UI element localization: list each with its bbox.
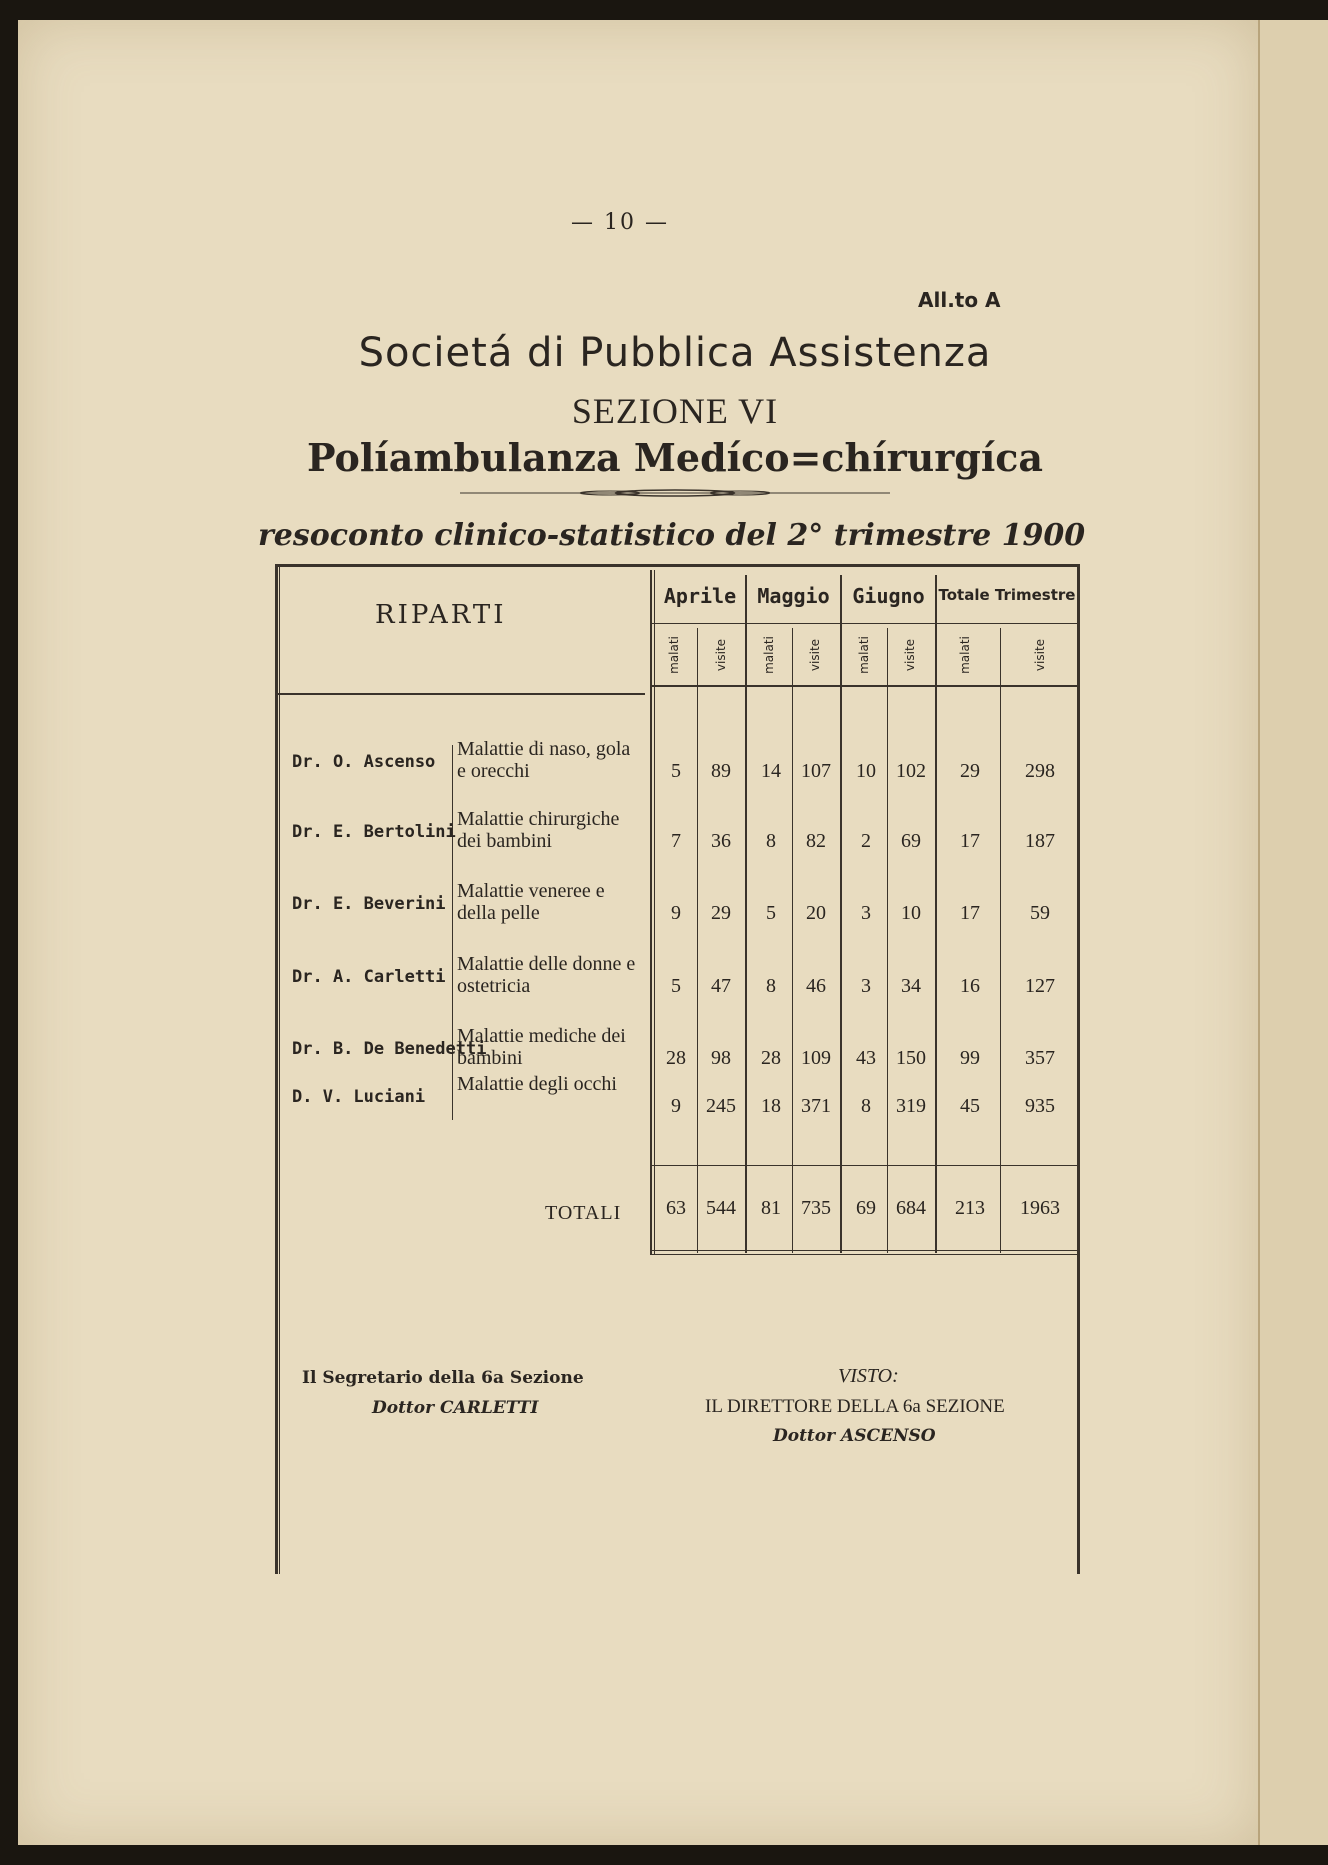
table-cell: 8 — [766, 975, 776, 997]
table-cell: 9 — [671, 1095, 681, 1117]
polyclinic-title: Políambulanza Medíco=chírurgíca — [306, 435, 1044, 480]
total-cell: 544 — [706, 1197, 736, 1219]
month-header-giugno: Giugno — [852, 584, 925, 608]
sub-header-visite: visite — [1033, 638, 1047, 672]
table-cell: 18 — [761, 1095, 781, 1117]
total-cell: 735 — [801, 1197, 831, 1219]
total-cell: 63 — [666, 1197, 686, 1219]
specialty: Malattie degli occhi — [457, 1073, 617, 1095]
table-cell: 69 — [901, 830, 921, 852]
table-cell: 5 — [671, 760, 681, 782]
specialty: Malattie mediche dei bambini — [457, 1025, 626, 1069]
society-title: Societá di Pubblica Assistenza — [358, 330, 992, 376]
total-cell: 213 — [955, 1197, 985, 1219]
table-cell: 187 — [1025, 830, 1055, 852]
table-cell: 34 — [901, 975, 921, 997]
table-cell: 45 — [960, 1095, 980, 1117]
specialty: Malattie chirurgiche dei bambini — [457, 808, 620, 852]
table-cell: 298 — [1025, 760, 1055, 782]
sub-header-malati: malati — [857, 636, 871, 674]
table-cell: 935 — [1025, 1095, 1055, 1117]
table-cell: 319 — [896, 1095, 926, 1117]
table-cell: 98 — [711, 1047, 731, 1069]
table-cell: 29 — [960, 760, 980, 782]
table-cell: 5 — [671, 975, 681, 997]
section-title: SEZIONE VI — [571, 391, 779, 431]
table-cell: 9 — [671, 902, 681, 924]
table-cell: 3 — [861, 902, 871, 924]
sub-header-malati: malati — [958, 636, 972, 674]
table-cell: 109 — [801, 1047, 831, 1069]
sub-header-visite: visite — [808, 638, 822, 672]
table-cell: 14 — [761, 760, 781, 782]
ornament-divider — [460, 488, 890, 498]
sub-header-visite: visite — [903, 638, 917, 672]
table-cell: 17 — [960, 902, 980, 924]
table-cell: 2 — [861, 830, 871, 852]
table-cell: 17 — [960, 830, 980, 852]
total-quarter-header: Totale Trimestre — [938, 586, 1076, 604]
total-cell: 69 — [856, 1197, 876, 1219]
table-cell: 47 — [711, 975, 731, 997]
total-cell: 1963 — [1020, 1197, 1060, 1219]
table-cell: 5 — [766, 902, 776, 924]
table-cell: 59 — [1030, 902, 1050, 924]
table-cell: 28 — [761, 1047, 781, 1069]
document-page — [18, 20, 1258, 1845]
report-title: resoconto clinico-statistico del 2° trimestre 1900 — [258, 518, 1086, 553]
totals-label: TOTALI — [545, 1202, 622, 1224]
doctor-name: Dr. E. Bertolini — [292, 822, 456, 842]
table-cell: 245 — [706, 1095, 736, 1117]
total-cell: 81 — [761, 1197, 781, 1219]
table-cell: 43 — [856, 1047, 876, 1069]
director-name: Dottor ASCENSO — [773, 1426, 936, 1446]
table-cell: 371 — [801, 1095, 831, 1117]
table-cell: 3 — [861, 975, 871, 997]
table-cell: 20 — [806, 902, 826, 924]
table-cell: 8 — [861, 1095, 871, 1117]
table-cell: 36 — [711, 830, 731, 852]
sub-header-malati: malati — [762, 636, 776, 674]
table-cell: 7 — [671, 830, 681, 852]
table-cell: 102 — [896, 760, 926, 782]
table-cell: 10 — [856, 760, 876, 782]
sub-header-visite: visite — [714, 638, 728, 672]
table-cell: 10 — [901, 902, 921, 924]
table-cell: 29 — [711, 902, 731, 924]
month-header-aprile: Aprile — [663, 584, 737, 608]
director-title: IL DIRETTORE DELLA 6a SEZIONE — [705, 1396, 1005, 1417]
secretary-title: Il Segretario della 6a Sezione — [302, 1368, 584, 1388]
table-cell: 150 — [896, 1047, 926, 1069]
specialty: Malattie delle donne e ostetricia — [457, 953, 636, 997]
doctor-name: D. V. Luciani — [292, 1087, 426, 1107]
table-cell: 107 — [801, 760, 831, 782]
table-cell: 8 — [766, 830, 776, 852]
table-cell: 16 — [960, 975, 980, 997]
table-cell: 357 — [1025, 1047, 1055, 1069]
facing-page-edge — [1258, 20, 1328, 1845]
doctor-name: Dr. A. Carletti — [292, 967, 446, 987]
doctor-name: Dr. B. De Benedetti — [292, 1039, 487, 1059]
table-cell: 127 — [1025, 975, 1055, 997]
specialty: Malattie di naso, gola e orecchi — [457, 738, 631, 782]
table-cell: 28 — [666, 1047, 686, 1069]
visto-label: VISTO: — [838, 1365, 899, 1387]
month-header-maggio: Maggio — [757, 584, 830, 608]
doctor-name: Dr. O. Ascenso — [292, 752, 436, 772]
table-cell: 46 — [806, 975, 826, 997]
table-cell: 99 — [960, 1047, 980, 1069]
secretary-name: Dottor CARLETTI — [372, 1398, 539, 1418]
sub-header-malati: malati — [667, 636, 681, 674]
doctor-name: Dr. E. Beverini — [292, 894, 446, 914]
page-number: — 10 — — [571, 210, 669, 235]
specialty: Malattie veneree e della pelle — [457, 880, 605, 924]
table-cell: 89 — [711, 760, 731, 782]
attachment-label: All.to A — [918, 288, 1001, 312]
riparti-header: RIPARTI — [375, 600, 507, 630]
total-cell: 684 — [896, 1197, 926, 1219]
table-cell: 82 — [806, 830, 826, 852]
